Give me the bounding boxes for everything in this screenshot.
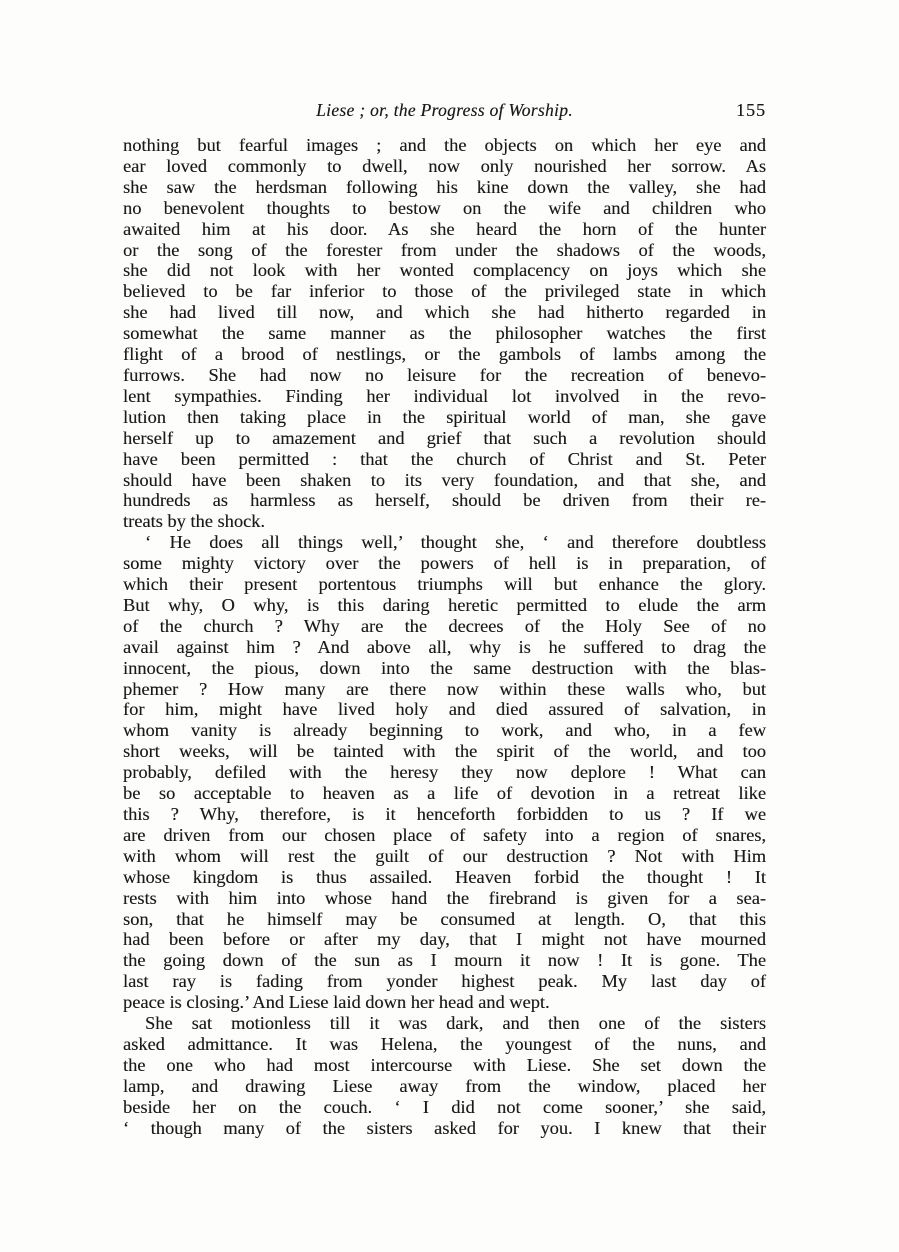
text-line: last ray is fading from yonder highest peak. My last day of — [123, 971, 766, 992]
text-line: the going down of the sun as I mourn it now ! It is gone. The — [123, 950, 766, 971]
text-line: had been before or after my day, that I might not have mourned — [123, 929, 766, 950]
text-line: somewhat the same manner as the philosopher watches the first — [123, 323, 766, 344]
text-line: innocent, the pious, down into the same destruction with the blas- — [123, 657, 766, 678]
text-line: believed to be far inferior to those of the privileged state in which — [123, 281, 766, 302]
text-line: whose kingdom is thus assailed. Heaven forbid the thought ! It — [123, 866, 766, 887]
text-line: this ? Why, therefore, is it henceforth forbidden to us ? If we — [123, 804, 766, 824]
text-line: awaited him at his door. As she heard the horn of the hunter — [123, 218, 766, 239]
text-line: lamp, and drawing Liese away from the window, placed her — [123, 1075, 766, 1096]
text-line: be so acceptable to heaven as a life of devotion in a retreat like — [123, 783, 766, 804]
text-line: treats by the shock. — [123, 511, 265, 532]
text-line: herself up to amazement and grief that such a revolution should — [123, 427, 766, 448]
text-line: furrows. She had now no leisure for the recreation of benevo- — [123, 364, 766, 385]
text-line: peace is closing.’ And Liese laid down her head and wept. — [123, 992, 550, 1013]
text-line: for him, might have lived holy and died assured of salvation, in — [123, 699, 766, 720]
text-line: son, that he himself may be consumed at length. O, that this — [123, 908, 766, 929]
text-line: asked admittance. It was Helena, the youngest of the nuns, and — [123, 1033, 766, 1054]
text-line: she saw the herdsman following his kine down the valley, she had — [123, 176, 766, 197]
paragraph — [123, 532, 766, 1013]
text-line: some mighty victory over the powers of hell is in preparation, of — [123, 553, 766, 574]
text-line: nothing but fearful images ; and the objects on which her eye and — [123, 135, 766, 155]
text-line: flight of a brood of nestlings, or the gambols of lambs among the — [123, 344, 766, 365]
text-line: have been permitted : that the church of Christ and St. Peter — [123, 448, 766, 469]
text-line: of the church ? Why are the decrees of the Holy See of no — [123, 615, 766, 636]
paragraph — [123, 135, 766, 532]
running-title: Liese ; or, the Progress of Worship. — [316, 100, 573, 120]
page-number: 155 — [736, 100, 766, 120]
text-line: But why, O why, is this daring heretic permitted to elude the arm — [123, 594, 766, 615]
text-line: no benevolent thoughts to bestow on the wife and children who — [123, 197, 766, 218]
text-line: ‘ though many of the sisters asked for you. I knew that their — [123, 1117, 766, 1138]
text-line: the one who had most intercourse with Liese. She set down the — [123, 1054, 766, 1075]
text-line: lution then taking place in the spiritual world of man, she gave — [123, 406, 766, 427]
text-line: short weeks, will be tainted with the spirit of the world, and too — [123, 741, 766, 762]
text-line: with whom will rest the guilt of our destruction ? Not with Him — [123, 845, 766, 866]
text-line: whom vanity is already beginning to work, and who, in a few — [123, 720, 766, 741]
page-body — [123, 135, 766, 1139]
text-line: hundreds as harmless as herself, should be driven from their re- — [123, 490, 766, 511]
text-line: lent sympathies. Finding her individual lot involved in the revo- — [123, 385, 766, 406]
text-line: are driven from our chosen place of safety into a region of snares, — [123, 824, 766, 845]
text-line: avail against him ? And above all, why is he suffered to drag the — [123, 636, 766, 657]
text-line: she did not look with her wonted complacency on joys which she — [123, 260, 766, 281]
text-line: probably, defiled with the heresy they now deplore ! What can — [123, 762, 766, 783]
paragraph — [123, 1013, 766, 1138]
text-line: or the song of the forester from under the shadows of the woods, — [123, 239, 766, 260]
text-line: ear loved commonly to dwell, now only nourished her sorrow. As — [123, 155, 766, 176]
text-line: ‘ He does all things well,’ thought she, ‘ and therefore doubtless — [145, 532, 766, 553]
text-line: she had lived till now, and which she had hitherto regarded in — [123, 302, 766, 323]
text-line: which their present portentous triumphs will but enhance the glory. — [123, 574, 766, 595]
text-line: rests with him into whose hand the firebrand is given for a sea- — [123, 887, 766, 908]
page-header — [123, 100, 766, 124]
text-line: should have been shaken to its very foundation, and that she, and — [123, 469, 766, 490]
text-line: beside her on the couch. ‘ I did not come sooner,’ she said, — [123, 1096, 766, 1117]
text-line: She sat motionless till it was dark, and then one of the sisters — [145, 1013, 766, 1034]
text-line: phemer ? How many are there now within these walls who, but — [123, 678, 766, 699]
